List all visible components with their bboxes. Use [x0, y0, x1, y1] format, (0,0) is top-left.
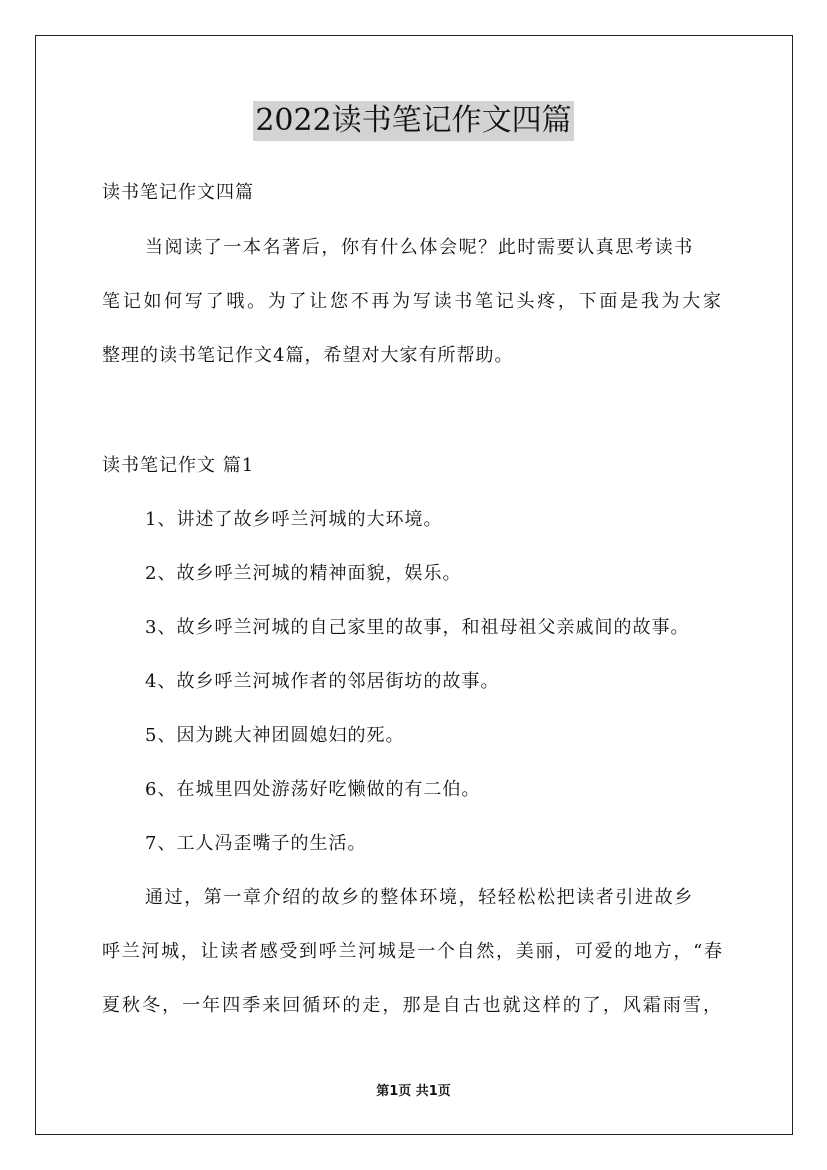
document-title	[0, 101, 827, 141]
list-item: 3、故乡呼兰河城的自己家里的故事，和祖母祖父亲戚间的故事。	[145, 617, 690, 638]
list-item: 4、故乡呼兰河城作者的邻居街坊的故事。	[145, 671, 500, 692]
document-subtitle: 读书笔记作文四篇	[102, 182, 254, 203]
intro-line: 笔记如何写了哦。为了让您不再为写读书笔记头疼，下面是我为大家	[102, 291, 722, 312]
list-item: 5、因为跳大神团圆媳妇的死。	[145, 725, 405, 746]
page-footer: 第1页 共1页	[376, 1084, 451, 1099]
list-item: 1、讲述了故乡呼兰河城的大环境。	[145, 509, 443, 530]
intro-line: 当阅读了一本名著后，你有什么体会呢？此时需要认真思考读书	[145, 237, 694, 258]
paragraph-line: 呼兰河城，让读者感受到呼兰河城是一个自然，美丽，可爱的地方，“春	[102, 941, 722, 962]
intro-line: 整理的读书笔记作文4篇，希望对大家有所帮助。	[102, 345, 514, 366]
list-item: 2、故乡呼兰河城的精神面貌，娱乐。	[145, 563, 462, 584]
document-title-text: 2022读书笔记作文四篇	[253, 101, 573, 141]
list-item: 7、工人冯歪嘴子的生活。	[145, 833, 367, 854]
list-item: 6、在城里四处游荡好吃懒做的有二伯。	[145, 779, 481, 800]
paragraph-line: 夏秋冬，一年四季来回循环的走，那是自古也就这样的了，风霜雨雪，	[102, 995, 722, 1016]
paragraph-line: 通过，第一章介绍的故乡的整体环境，轻轻松松把读者引进故乡	[145, 887, 694, 908]
section-heading: 读书笔记作文 篇1	[102, 455, 255, 476]
